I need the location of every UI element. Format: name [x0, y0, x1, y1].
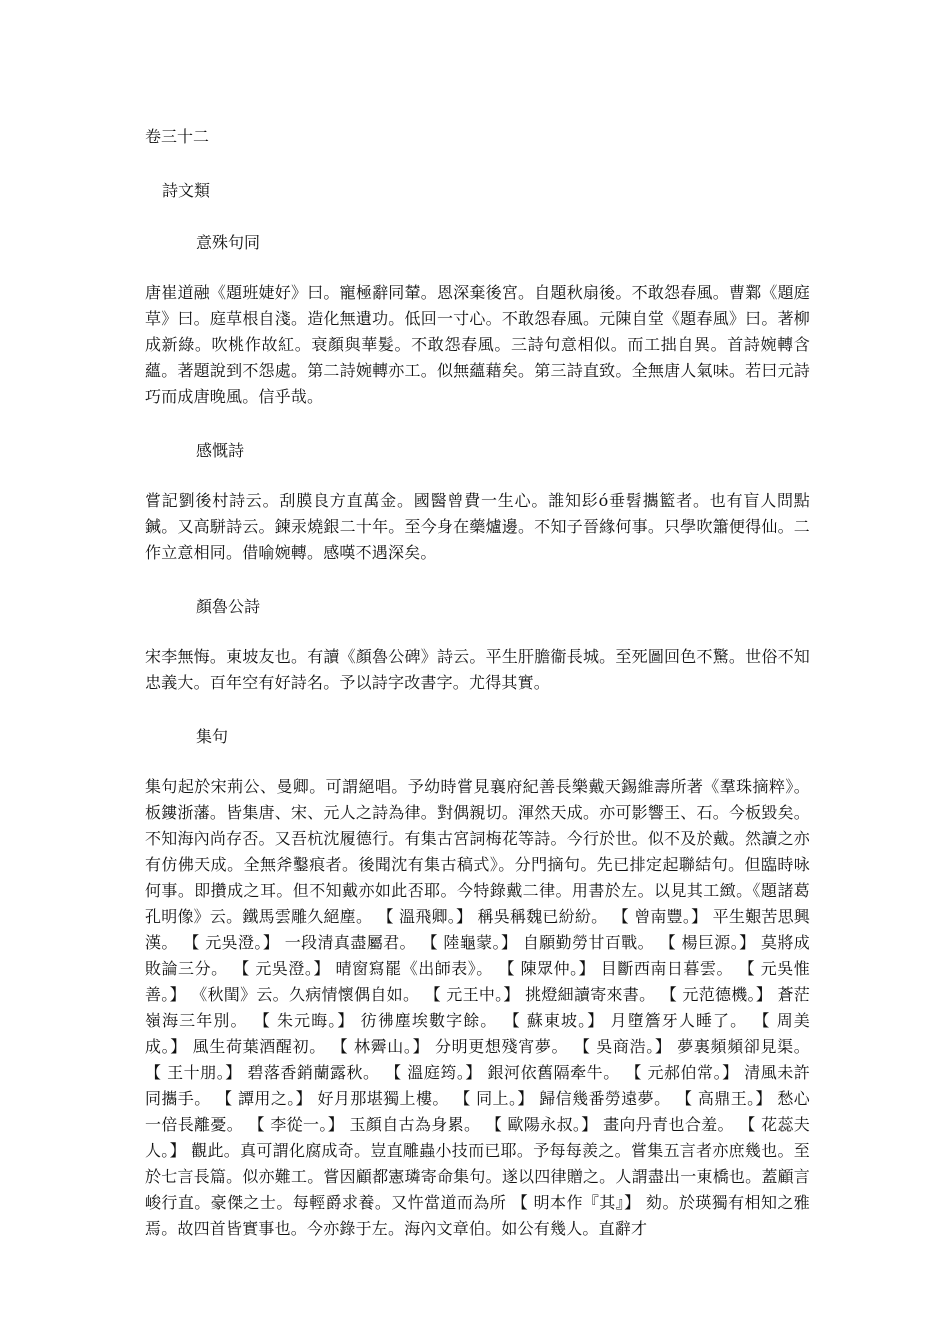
section-yanlu-gong-shi: [145, 594, 810, 696]
section-yishu-jutong: [145, 230, 810, 410]
volume-title: 卷三十二: [145, 127, 210, 146]
section-body: 集句起於宋荊公、曼卿。可謂絕唱。予幼時嘗見襄府紀善長樂戴天錫維壽所著《羣珠摘粹》。板鏤浙藩。皆集唐、宋、元人之詩為律。對偶親切。渾然天成。亦可影響王、石。今板毀矣。不知海內尚存否。又吾杭沈履德行。有集古宮詞梅花等詩。今行於世。似不及於戴。然讀之亦有仿佛天成。全無斧鑿痕者。後聞沈有集古稿式》。分門摘句。先已排定起聯結句。但臨時咏何事。即攢成之耳。但不知戴亦如此否耶。今特錄戴二律。用書於左。以見其工緻。《題諸葛孔明像》云。鐵馬雲雕久絕塵。 【 溫飛卿。】 稱吳稱魏已紛紛。 【 曾南豐。】 平生艱苦思興漢。 【 元吳澄。】 一段清真盡屬君。 【 陸龜蒙。】 自願勤勞甘百戰。 【 楊巨源。】 莫將成敗論三分。 【 元吳澄。】 晴窗寫罷《出師表》。 【 陳眾仲。】 目斷西南日暮雲。 【 元吳惟善。】 《秋閨》云。久病情懷偶自如。 【 元王中。】 挑燈細讀寄來書。 【 元范德機。】 蒼茫嶺海三年別。 【 朱元晦。】 彷彿塵埃數字餘。 【 蘇東坡。】 月墮簷牙人睡了。 【 周美成。】 風生荷葉酒醒初。 【 林霽山。】 分明更想殘宵夢。 【 吳商浩。】 夢裏頻頻卻見渠。 【 王十朋。】 碧落香銷蘭露秋。 【 溫庭筠。】 銀河依舊隔牽牛。 【 元郝伯常。】 清風未許同攜手。 【 譚用之。】 好月那堪獨上樓。 【 同上。】 歸信幾番勞遠夢。 【 高鼎王。】 愁心一倍長離憂。 【 李從一。】 玉顏自古為身累。 【 歐陽永叔。】 畫向丹青也合羞。 【 花蕊夫人。】 觀此。真可謂化腐成奇。豈直雕蟲小技而已耶。予每每羨之。嘗集五言者亦庶幾也。至於七言長篇。似亦難工。嘗因顧都憲璘寄命集句。遂以四律贈之。人謂盡出一東橋也。蓋顧言峻行直。豪傑之士。每輕爵求養。又忤當道而為所 【 明本作『其』】 劾。於瑛獨有相知之雅焉。故四首皆實事也。今亦錄于左。海內文章伯。如公有幾人。直辭才: [145, 777, 810, 1238]
section-title: 感慨詩: [196, 441, 245, 460]
section-body: 嘗記劉後村詩云。刮膜良方直萬金。國醫曾費一生心。誰知髟ó垂髫攜籃者。也有盲人問點鍼。又高駢詩云。鍊汞燒銀二十年。至今身在藥爐邊。不知子晉緣何事。只學吹簫便得仙。二作立意相同。借喻婉轉。感嘆不遇深矣。: [145, 491, 810, 562]
category-heading: 詩文類: [162, 181, 211, 200]
document-page: [145, 124, 810, 1270]
section-jiju: [145, 724, 810, 1242]
section-body: 唐崔道融《題班婕好》曰。寵極辭同輦。恩深棄後宮。自題秋扇後。不敢怨春風。曹鄴《題庭草》曰。庭草根自淺。造化無遺功。低回一寸心。不敢怨春風。元陳自堂《題春風》曰。著柳成新綠。吹桃作故紅。衰顏與華髮。不敢怨春風。三詩句意相似。而工拙自異。首詩婉轉含蘊。著題說到不怨處。第二詩婉轉亦工。似無蘊藉矣。第三詩直致。全無唐人氣味。若曰元詩巧而成唐晚風。信乎哉。: [145, 283, 810, 406]
section-title: 集句: [196, 727, 229, 746]
section-ganxi-shi: [145, 438, 810, 566]
section-title: 顏魯公詩: [196, 597, 261, 616]
section-body: 宋李無悔。東坡友也。有讀《顏魯公碑》詩云。平生肝膽衞長城。至死圖回色不驚。世俗不知忠義大。百年空有好詩名。予以詩字改書字。尤得其實。: [145, 647, 810, 692]
section-title: 意殊句同: [196, 233, 261, 252]
